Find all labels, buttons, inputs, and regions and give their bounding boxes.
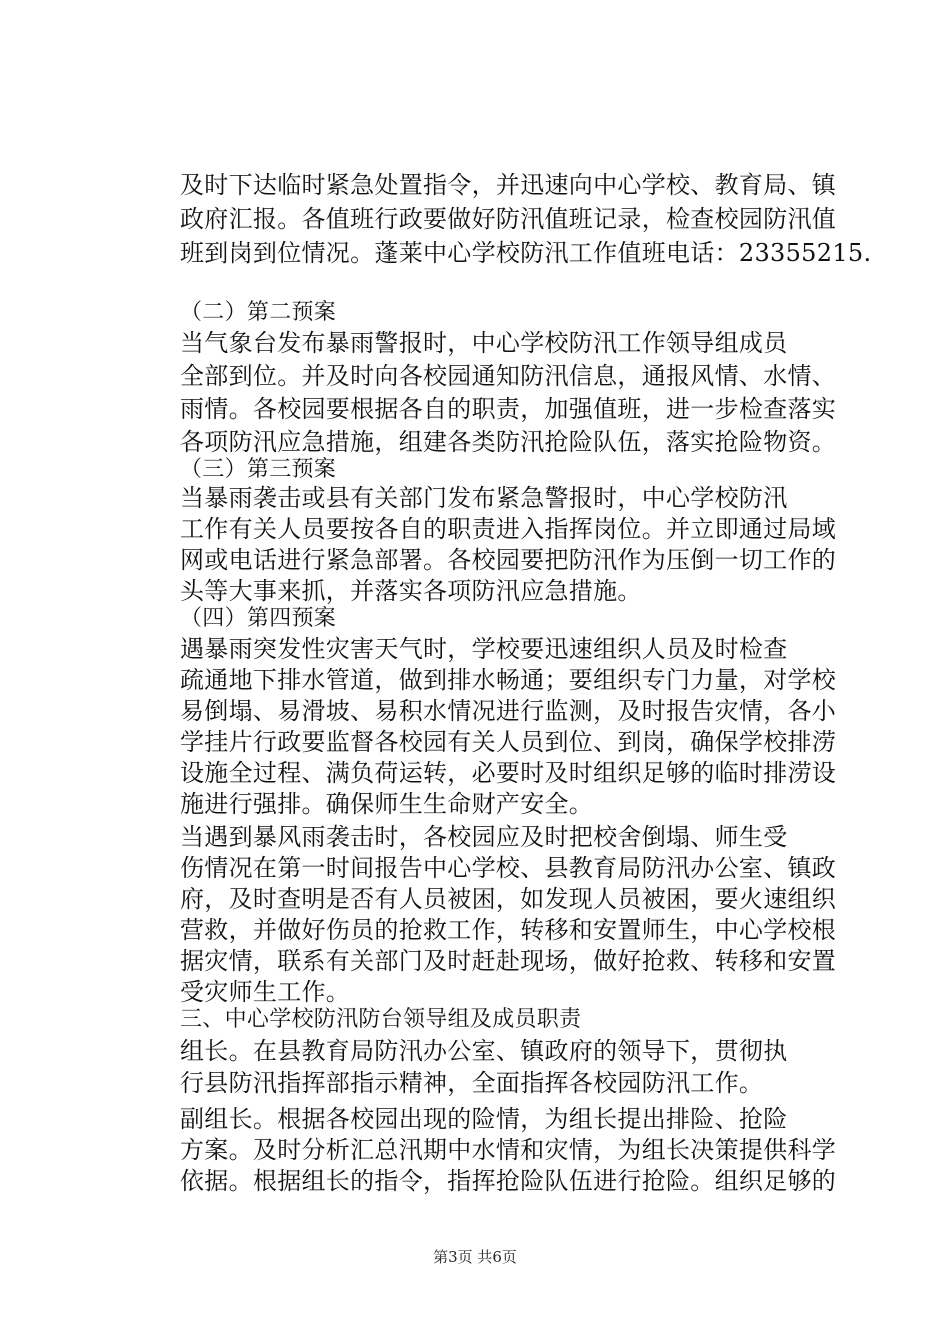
text-line: 组长。在县教育局防汛办公室、镇政府的领导下，贯彻执 (180, 1037, 788, 1065)
text-line: 当遇到暴风雨袭击时，各校园应及时把校舍倒塌、师生受 (180, 823, 788, 851)
text-line: 雨情。各校园要根据各自的职责，加强值班，进一步检查落实 (180, 395, 837, 423)
text-line: 全部到位。并及时向各校园通知防汛信息，通报风情、水情、 (180, 362, 837, 390)
text-line: 班到岗到位情况。蓬莱中心学校防汛工作值班电话：23355215. (180, 239, 872, 267)
text-line: 受灾师生工作。 (180, 978, 351, 1006)
text-line: 施进行强排。确保师生生命财产安全。 (180, 790, 594, 818)
text-line: 遇暴雨突发性灾害天气时，学校要迅速组织人员及时检查 (180, 635, 788, 663)
text-line: 伤情况在第一时间报告中心学校、县教育局防汛办公室、镇政 (180, 854, 837, 882)
text-line: 易倒塌、易滑坡、易积水情况进行监测，及时报告灾情，各小 (180, 697, 837, 725)
text-line: 行县防汛指挥部指示精神，全面指挥各校园防汛工作。 (180, 1069, 764, 1097)
text-line: 工作有关人员要按各自的职责进入指挥岗位。并立即通过局域 (180, 515, 837, 543)
text-line: 府，及时查明是否有人员被困，如发现人员被困，要火速组织 (180, 885, 837, 913)
text-line: 据灾情，联系有关部门及时赶赴现场，做好抢救、转移和安置 (180, 947, 837, 975)
text-line: 政府汇报。各值班行政要做好防汛值班记录，检查校园防汛值 (180, 205, 837, 233)
text-line: 头等大事来抓，并落实各项防汛应急措施。 (180, 577, 642, 605)
text-line: 营救，并做好伤员的抢救工作，转移和安置师生，中心学校根 (180, 916, 837, 944)
text-line: 网或电话进行紧急部署。各校园要把防汛作为压倒一切工作的 (180, 546, 837, 574)
section-heading: （四）第四预案 (180, 606, 337, 631)
text-line: 当气象台发布暴雨警报时，中心学校防汛工作领导组成员 (180, 329, 788, 357)
text-line: 方案。及时分析汇总汛期中水情和灾情，为组长决策提供科学 (180, 1136, 837, 1164)
text-line: 学挂片行政要监督各校园有关人员到位、到岗，确保学校排涝 (180, 728, 837, 756)
section-heading: （二）第二预案 (180, 300, 337, 325)
text-line: 设施全过程、满负荷运转，必要时及时组织足够的临时排涝设 (180, 759, 837, 787)
text-line: 疏通地下排水管道，做到排水畅通；要组织专门力量，对学校 (180, 666, 837, 694)
text-line: 依据。根据组长的指令，指挥抢险队伍进行抢险。组织足够的 (180, 1167, 837, 1195)
text-line: 副组长。根据各校园出现的险情，为组长提出排险、抢险 (180, 1105, 788, 1133)
text-line: 及时下达临时紧急处置指令，并迅速向中心学校、教育局、镇 (180, 171, 837, 199)
text-line: 各项防汛应急措施，组建各类防汛抢险队伍，落实抢险物资。 (180, 428, 837, 456)
section-heading: （三）第三预案 (180, 457, 337, 482)
text-line: 当暴雨袭击或县有关部门发布紧急警报时，中心学校防汛 (180, 484, 788, 512)
section-heading: 三、中心学校防汛防台领导组及成员职责 (180, 1007, 582, 1032)
page-footer: 第3页 共6页 (433, 1248, 517, 1266)
